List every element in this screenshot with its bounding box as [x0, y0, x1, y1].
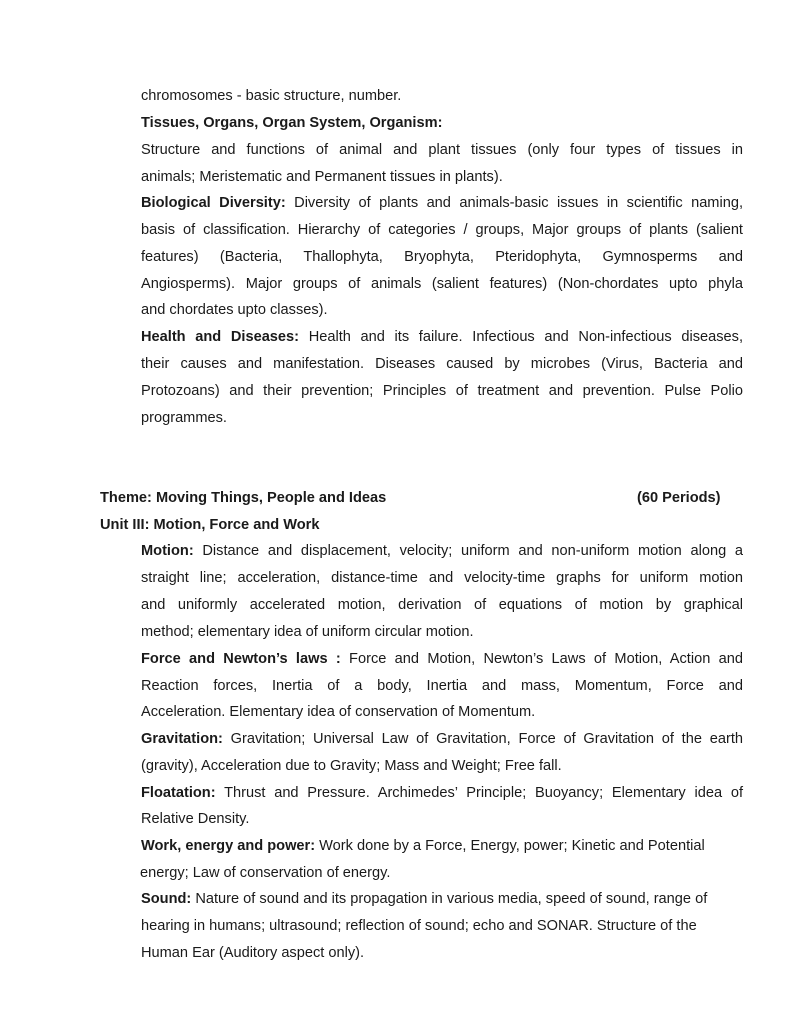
- newton-line-1-text: Force and Motion, Newton’s Laws of Motion, Action and: [340, 651, 743, 667]
- sound-line-3: Human Ear (Auditory aspect only).: [141, 945, 365, 961]
- sound-line-1: [141, 890, 707, 908]
- health-line-2: their causes and manifestation. Diseases caused by microbes (Virus, Bacteria and: [141, 356, 743, 372]
- biodiversity-line-1-text: Diversity of plants and animals-basic issues in scientific naming,: [285, 195, 743, 211]
- biodiversity-line-5: and chordates upto classes).: [141, 302, 328, 318]
- health-line-3: Protozoans) and their prevention; Principles of treatment and prevention. Pulse Polio: [141, 383, 743, 399]
- work-line-2: energy; Law of conservation of energy.: [140, 865, 391, 881]
- biodiversity-line-1: [141, 194, 743, 212]
- motion-heading: Motion:: [141, 543, 194, 559]
- newton-line-3: Acceleration. Elementary idea of conservation of Momentum.: [141, 704, 536, 720]
- gravitation-line-2: (gravity), Acceleration due to Gravity; Mass and Weight; Free fall.: [141, 758, 562, 774]
- tissues-line-1: Structure and functions of animal and plant tissues (only four types of tissues in: [141, 142, 743, 158]
- work-line-1: [141, 837, 705, 855]
- tissues-line-2: animals; Meristematic and Permanent tissues in plants).: [141, 169, 503, 185]
- gravitation-line-1: [141, 730, 743, 748]
- work-heading: Work, energy and power:: [141, 838, 316, 854]
- theme-periods: (60 Periods): [637, 490, 721, 506]
- health-line-1: [141, 328, 743, 346]
- motion-line-1-text: Distance and displacement, velocity; uniform and non-uniform motion along a: [193, 543, 743, 559]
- gravitation-heading: Gravitation:: [141, 731, 223, 747]
- sound-line-1-text: Nature of sound and its propagation in various media, speed of sound, range of: [191, 891, 708, 907]
- tissues-heading: Tissues, Organs, Organ System, Organism:: [141, 115, 443, 131]
- biodiversity-heading: Biological Diversity:: [141, 195, 286, 211]
- floatation-line-1: [141, 784, 743, 802]
- work-line-1-text: Work done by a Force, Energy, power; Kinetic and Potential: [315, 838, 705, 854]
- floatation-line-1-text: Thrust and Pressure. Archimedes’ Principle; Buoyancy; Elementary idea of: [215, 785, 743, 801]
- newton-line-2: Reaction forces, Inertia of a body, Inertia and mass, Momentum, Force and: [141, 678, 743, 694]
- biodiversity-line-2: basis of classification. Hierarchy of categories / groups, Major groups of plants (salient: [141, 222, 743, 238]
- floatation-line-2: Relative Density.: [141, 811, 250, 827]
- theme-title: Theme: Moving Things, People and Ideas: [100, 490, 387, 506]
- motion-line-3: and uniformly accelerated motion, derivation of equations of motion by graphical: [141, 597, 743, 613]
- biodiversity-line-4: Angiosperms). Major groups of animals (salient features) (Non-chordates upto phyla: [141, 276, 743, 292]
- health-line-1-text: Health and its failure. Infectious and Non-infectious diseases,: [299, 329, 744, 345]
- sound-line-2: hearing in humans; ultrasound; reflection of sound; echo and SONAR. Structure of the: [141, 918, 697, 934]
- motion-line-2: straight line; acceleration, distance-time and velocity-time graphs for uniform motion: [141, 570, 743, 586]
- unit-title: Unit III: Motion, Force and Work: [100, 517, 320, 533]
- newton-line-1: [141, 650, 743, 668]
- sound-heading: Sound:: [141, 891, 192, 907]
- motion-line-1: [141, 542, 743, 560]
- health-heading: Health and Diseases:: [141, 329, 300, 345]
- health-line-4: programmes.: [141, 410, 227, 426]
- biodiversity-line-3: features) (Bacteria, Thallophyta, Bryophyta, Pteridophyta, Gymnosperms and: [141, 249, 743, 265]
- floatation-heading: Floatation:: [141, 785, 216, 801]
- gravitation-line-1-text: Gravitation; Universal Law of Gravitation, Force of Gravitation of the earth: [222, 731, 743, 747]
- intro-line: chromosomes - basic structure, number.: [141, 88, 402, 104]
- newton-heading: Force and Newton’s laws :: [141, 651, 341, 667]
- motion-line-4: method; elementary idea of uniform circular motion.: [141, 624, 474, 640]
